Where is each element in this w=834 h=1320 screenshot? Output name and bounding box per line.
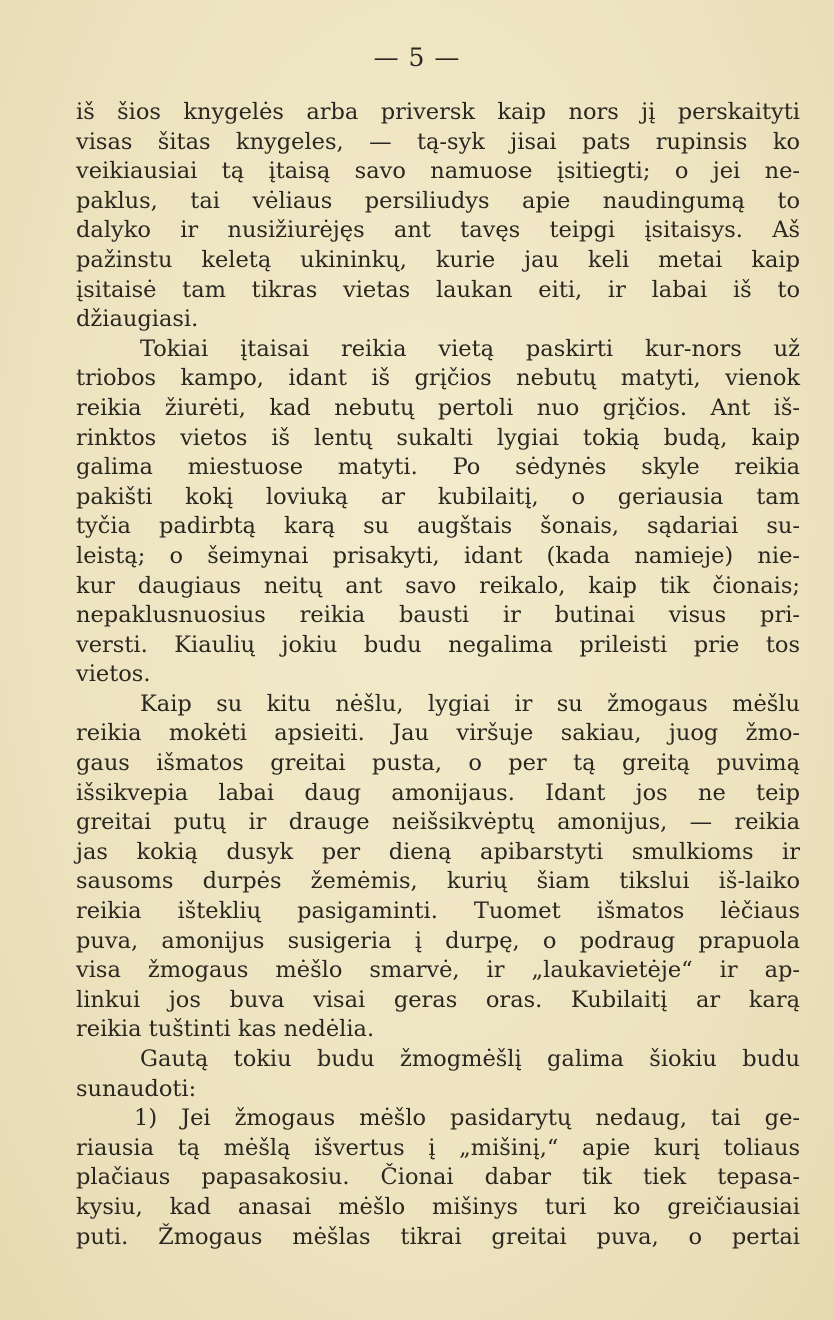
text-line: greitai putų ir drauge neišsikvėptų amonijus, — reikia — [76, 809, 800, 836]
text-line: plačiaus papasakosiu. Čionai dabar tik tiek tepasa- — [76, 1164, 800, 1191]
text-line: puva, amonijus susigeria į durpę, o podraug prapuola — [76, 927, 800, 954]
text-line: visas šitas knygeles, — tą-syk jisai pats rupinsis ko — [76, 128, 800, 155]
text-line: sausoms durpės žemėmis, kurių šiam tikslui iš-laiko — [76, 868, 800, 895]
text-line: veikiausiai tą įtaisą savo namuose įsitiegti; o jei ne- — [76, 158, 800, 185]
text-line: pakišti kokį loviuką ar kubilaitį, o geriausia tam — [76, 483, 800, 510]
page-number: — 5 — — [373, 43, 461, 72]
numbered-item-start-line: 1) Jei žmogaus mėšlo pasidarytų nedaug, tai ge- — [134, 1105, 800, 1132]
text-line: kur daugiaus neitų ant savo reikalo, kaip tik čionais; — [76, 572, 800, 599]
text-line: paklus, tai vėliaus persiliudys apie naudingumą to — [76, 187, 800, 214]
text-line: jas kokią dusyk per dieną apibarstyti smulkioms ir — [76, 838, 800, 865]
text-line: reikia išteklių pasigaminti. Tuomet išmatos lėčiaus — [76, 898, 800, 925]
text-line: reikia žiurėti, kad nebutų pertoli nuo grįčios. Ant iš- — [76, 394, 800, 421]
text-line: tyčia padirbtą karą su augštais šonais, sądariai su- — [76, 513, 800, 540]
text-line: puti. Žmogaus mėšlas tikrai greitai puva, o pertai — [76, 1223, 800, 1250]
text-line: kysiu, kad anasai mėšlo mišinys turi ko greičiausiai — [76, 1193, 800, 1220]
paragraph-start-line: Tokiai įtaisai reikia vietą paskirti kur-nors už — [140, 335, 800, 362]
text-line: įsitaisė tam tikras vietas laukan eiti, ir labai iš to — [76, 276, 800, 303]
text-line: leistą; o šeimynai prisakyti, idant (kada namieje) nie- — [76, 542, 800, 569]
text-line: džiaugiasi. — [76, 306, 199, 333]
text-line: reikia tuštinti kas nedėlia. — [76, 1016, 375, 1043]
paragraph-start-line: Gautą tokiu budu žmogmėšlį galima šiokiu budu — [140, 1046, 800, 1072]
text-line: visa žmogaus mėšlo smarvė, ir „laukavietėje“ ir ap- — [76, 957, 800, 984]
text-line: riausia tą mėšlą išvertus į „mišinį,“ apie kurį toliaus — [76, 1134, 800, 1161]
text-line: nepaklusnuosius reikia bausti ir butinai visus pri- — [76, 602, 800, 629]
text-line: rinktos vietos iš lentų sukalti lygiai tokią budą, kaip — [76, 424, 800, 451]
text-line: triobos kampo, idant iš grįčios nebutų matyti, vienok — [76, 365, 800, 392]
text-line: reikia mokėti apsieiti. Jau viršuje sakiau, juog žmo- — [76, 720, 800, 747]
paragraph-start-line: Kaip su kitu nėšlu, lygiai ir su žmogaus mėšlu — [140, 690, 800, 717]
text-line: galima miestuose matyti. Po sėdynės skyle reikia — [76, 454, 800, 481]
text-line: iš šios knygelės arba priversk kaip nors jį perskaityti — [76, 99, 800, 125]
text-line: gaus išmatos greitai pusta, o per tą greitą puvimą — [76, 750, 800, 777]
text-line: išsikvepia labai daug amonijaus. Idant jos ne teip — [76, 779, 800, 806]
text-line: pažinstu keletą ukininkų, kurie jau keli metai kaip — [76, 246, 800, 273]
text-line: linkui jos buva visai geras oras. Kubilaitį ar karą — [76, 986, 800, 1013]
text-line: vietos. — [76, 661, 151, 688]
body-text — [76, 98, 800, 1252]
text-line: dalyko ir nusižiurėjęs ant tavęs teipgi įsitaisys. Aš — [76, 217, 800, 244]
text-line: versti. Kiaulių jokiu budu negalima prileisti prie tos — [76, 631, 800, 658]
text-line: sunaudoti: — [76, 1075, 197, 1102]
